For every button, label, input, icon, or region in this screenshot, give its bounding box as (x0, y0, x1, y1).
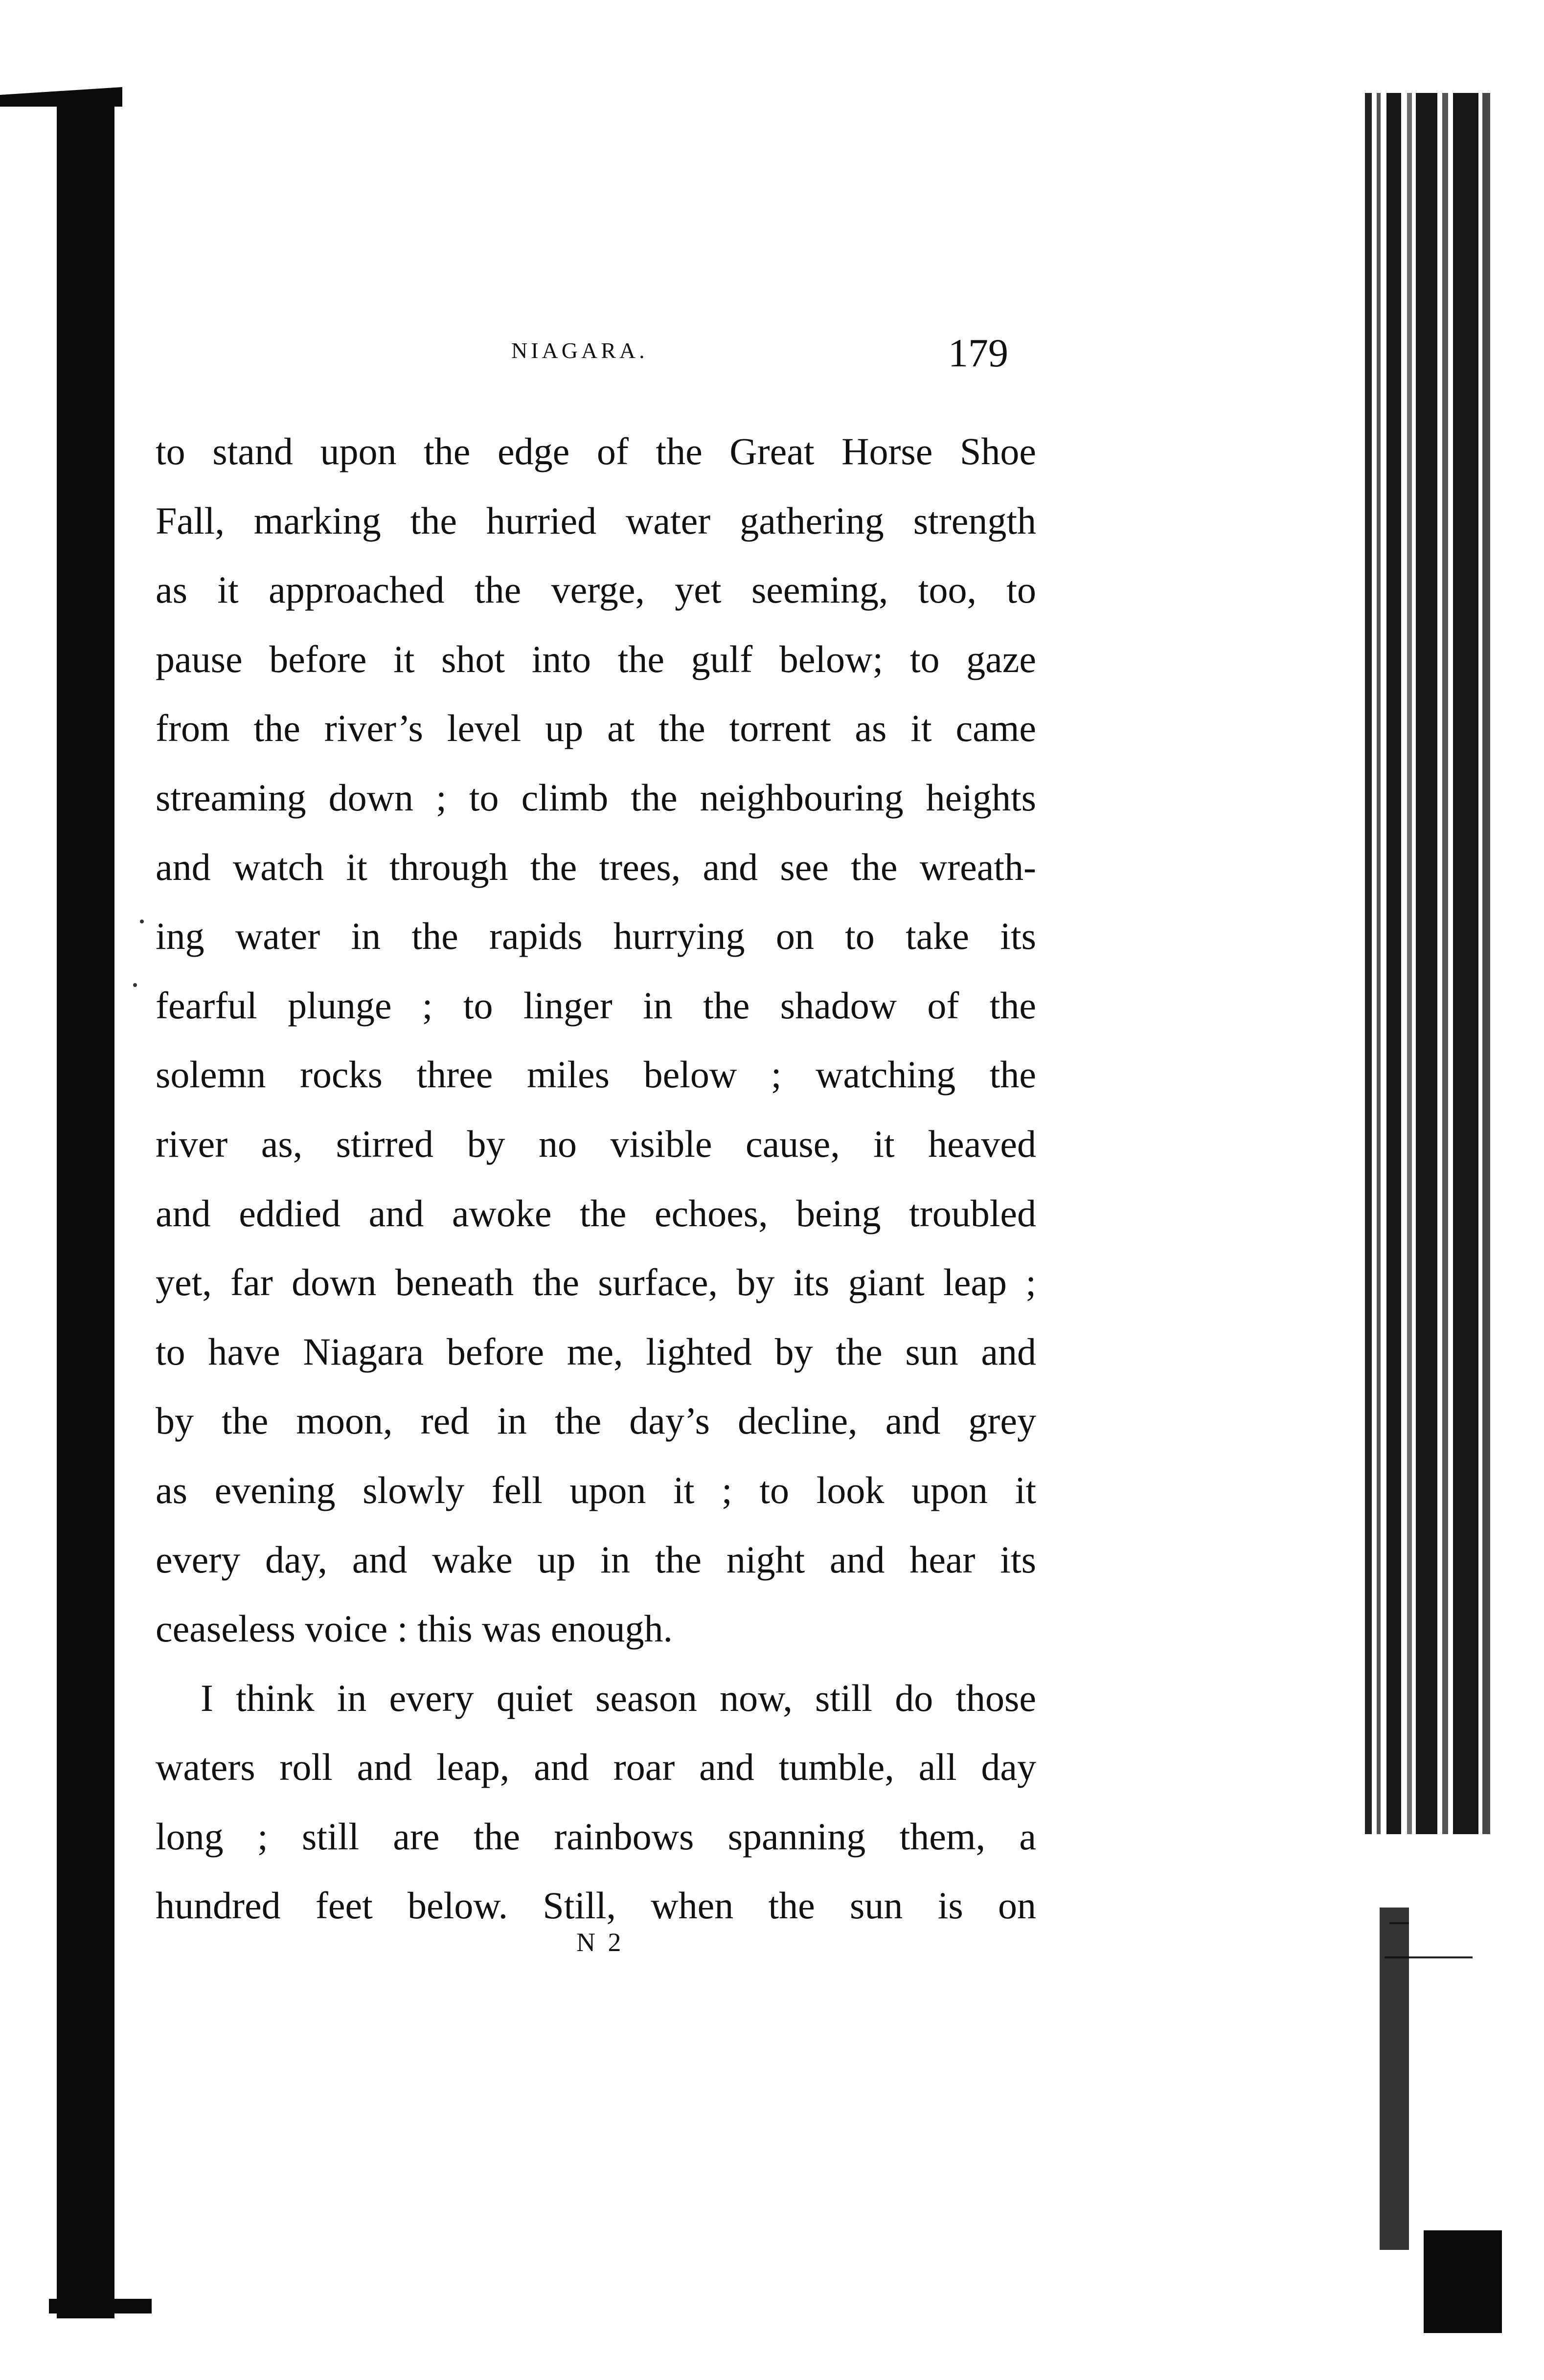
text-line: to have Niagara before me, lighted by the sun and (156, 1330, 1036, 1373)
page-edge-artifact-lower (1380, 1908, 1409, 2250)
page-edge-block (1424, 2230, 1502, 2333)
text-line: by the moon, red in the day’s decline, and grey (156, 1399, 1036, 1442)
text-line: as evening slowly fell upon it ; to look upon it (156, 1468, 1036, 1511)
text-line: Fall, marking the hurried water gathering strength (156, 499, 1036, 542)
scan-speck (133, 983, 137, 987)
text-line: and eddied and awoke the echoes, being troubled (156, 1191, 1036, 1235)
text-line: long ; still are the rainbows spanning them, a (156, 1815, 1036, 1858)
binding-edge-bottom (49, 2299, 152, 2313)
text-line: streaming down ; to climb the neighbouring heights (156, 776, 1036, 819)
text-line: hundred feet below. Still, when the sun is on (156, 1884, 1036, 1927)
text-line: solemn rocks three miles below ; watching the (156, 1053, 1036, 1096)
text-line: ceaseless voice : this was enough. (156, 1607, 673, 1650)
binding-edge (57, 93, 114, 2318)
signature-mark: N 2 (576, 1928, 624, 1957)
text-line: every day, and wake up in the night and hear its (156, 1538, 1036, 1581)
text-line: to stand upon the edge of the Great Horse Shoe (156, 430, 1036, 472)
scan-speck (140, 920, 144, 923)
text-line: and watch it through the trees, and see the wreath- (156, 845, 1036, 888)
body-text (156, 417, 1036, 1940)
text-line: ing water in the rapids hurrying on to take its (156, 915, 1036, 958)
text-line: waters roll and leap, and roar and tumble, all day (156, 1746, 1036, 1789)
text-line: river as, stirred by no visible cause, it heaved (156, 1122, 1036, 1165)
text-line: from the river’s level up at the torrent as it came (156, 707, 1036, 750)
text-line: pause before it shot into the gulf below; to gaze (156, 637, 1036, 680)
text-line: as it approached the verge, yet seeming, too, to (156, 568, 1036, 611)
running-head: NIAGARA. (511, 338, 648, 363)
text-line: yet, far down beneath the surface, by its giant leap ; (156, 1261, 1036, 1304)
text-line: I think in every quiet season now, still do those (201, 1676, 1036, 1719)
page-edge-artifact (1365, 93, 1502, 1834)
text-line: fearful plunge ; to linger in the shadow of the (156, 984, 1036, 1027)
page-number: 179 (948, 331, 1008, 375)
